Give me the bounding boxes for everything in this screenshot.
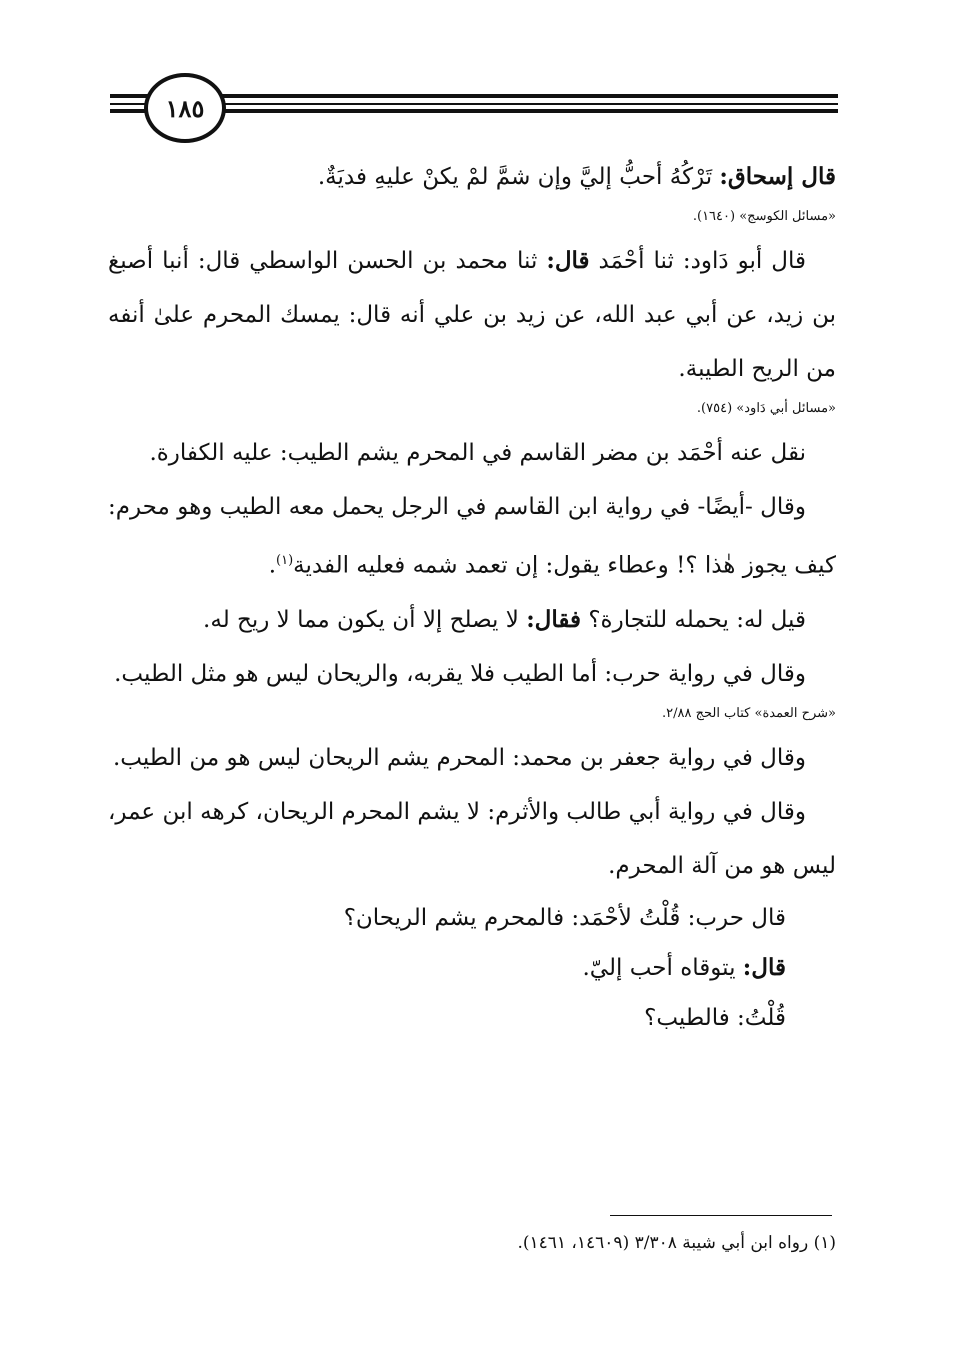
page-body <box>108 150 836 1043</box>
citation-text: «مسائل الكوسج» (١٦٤٠). <box>692 209 836 224</box>
paragraph-text: نقل عنه أحْمَد بن مضر القاسم في المحرم يشم الطيب: عليه الكفارة. <box>149 440 806 466</box>
paragraph-text: قُلْتُ: فالطيب؟ <box>644 1004 786 1031</box>
paragraph <box>108 593 836 647</box>
footnote-ref[interactable]: (١) <box>276 553 294 568</box>
paragraph-text: لا يصلح إلا أن يكون مما لا ريح له. <box>203 606 527 633</box>
footnote-separator <box>610 1215 832 1216</box>
speaker-label: فقال: <box>526 605 582 633</box>
source-citation <box>108 394 836 424</box>
speaker-label: قال إسحاق: <box>719 163 836 190</box>
source-citation <box>108 202 836 232</box>
paragraph-text: . <box>268 552 276 579</box>
paragraph <box>108 426 836 480</box>
paragraph-text: وقال في رواية جعفر بن محمد: المحرم يشم الريحان ليس هو من الطيب. <box>112 744 806 771</box>
source-citation <box>108 699 836 729</box>
paragraph-text: وقال في رواية أبي طالب والأثرم: لا يشم المحرم الريحان، كرهه ابن عمر، ليس هو من آلة المحرم. <box>108 798 836 879</box>
citation-text: «مسائل أبي دَاود» (٧٥٤). <box>696 401 836 416</box>
paragraph <box>108 731 836 785</box>
page-header <box>110 70 838 140</box>
paragraph <box>108 647 836 701</box>
speaker-label: قال: <box>742 953 786 981</box>
paragraph-text: قيل له: يحمله للتجارة؟ <box>581 606 806 633</box>
dialogue-line <box>108 993 836 1043</box>
citation-text: «شرح العمدة» كتاب الحج ٢/٨٨. <box>661 705 836 721</box>
paragraph-text: تَرْكُهُ أحبُّ إليَّ وإن شمَّ لمْ يكنْ عليهِ فديَةٌ. <box>317 164 720 190</box>
paragraph-text: قال حرب: قُلْتُ لأحْمَد: فالمحرم يشم الريحان؟ <box>343 904 786 931</box>
paragraph-text: وقال -أيضًا- في رواية ابن القاسم في الرجل يحمل معه الطيب وهو محرم: كيف يجوز هٰذا ؟! وعطاء يقول: إن تعمد شمه فعليه الفدية <box>108 494 836 579</box>
paragraph-text: وقال في رواية حرب: أما الطيب فلا يقربه، والريحان ليس هو مثل الطيب. <box>114 660 806 687</box>
footnote: (١) رواه ابن أبي شيبة ٣/٣٠٨ (١٤٦٠٩، ١٤٦١). <box>517 1233 836 1253</box>
paragraph-text: ثنا محمد بن الحسن الواسطي قال: أنبا أصبغ بن زيد، عن أبي عبد الله، عن زيد بن علي أنه قال: يمسك المحرم علىٰ أنفه من الريح الطيبة. <box>108 248 836 382</box>
speaker-label: قال: <box>546 247 590 274</box>
paragraph-text: قال أبو دَاود: ثنا أحْمَد <box>589 248 806 274</box>
paragraph <box>108 234 836 396</box>
paragraph-text: يتوقاه أحب إليّ. <box>582 954 743 981</box>
dialogue-line <box>108 893 836 943</box>
paragraph <box>108 785 836 893</box>
dialogue-line <box>108 943 836 993</box>
paragraph <box>108 150 836 204</box>
page-number: ١٨٥ <box>144 73 226 143</box>
paragraph <box>108 480 836 593</box>
